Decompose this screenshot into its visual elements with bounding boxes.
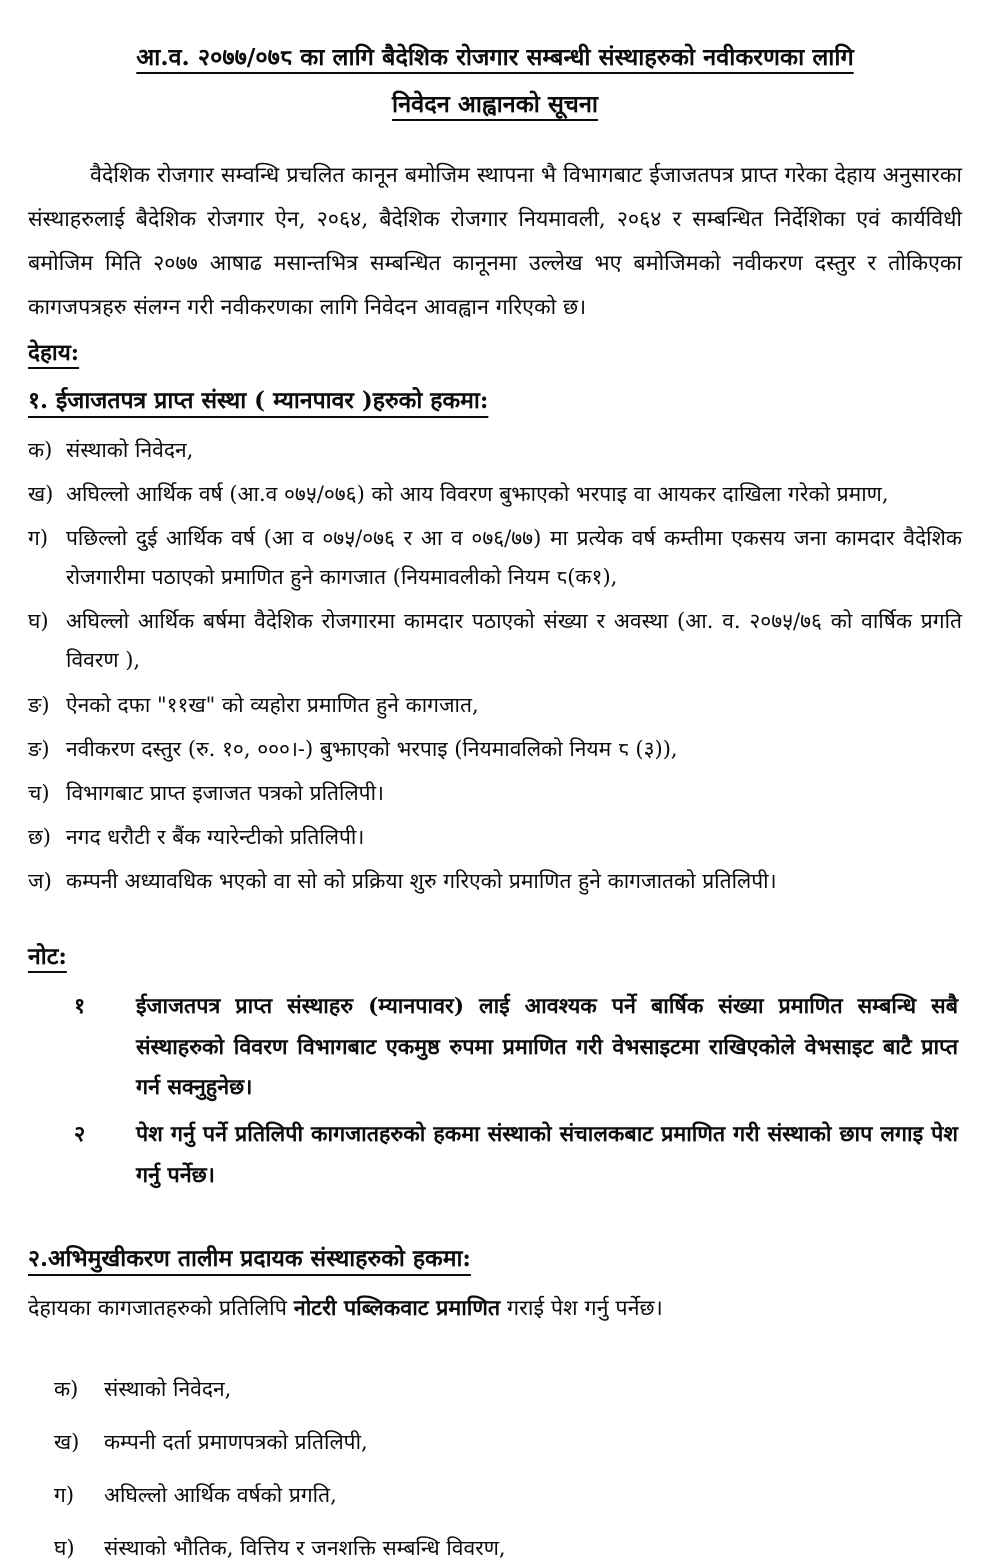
intro-paragraph: वैदेशिक रोजगार सम्वन्धि प्रचलित कानून बमोजिम स्थापना भै विभागबाट ईजाजतपत्र प्राप्त गरेका देहाय अनुसारका संस्थाहरुलाई बैदेशिक रोजगार ऐन, २०६४, बैदेशिक रोजगार नियमावली, २०६४ र सम्बन्धित निर्देशिका एवं कार्यविधी बमोजिम मिति २०७७ आषाढ मसान्तभित्र सम्बन्धित कानूनमा उल्लेख भए बमोजिमको नवीकरण दस्तुर र तोकिएका कागजपत्रहरु संलग्न गरी नवीकरणका लागि निवेदन आवह्वान गरिएको छ।: [28, 163, 962, 321]
list-item-text: कम्पनी दर्ता प्रमाणपत्रको प्रतिलिपी,: [104, 1429, 368, 1454]
list-item-text: नगद धरौटी र बैंक ग्यारेन्टीको प्रतिलिपी।: [66, 824, 365, 849]
section1-heading-row: [28, 383, 962, 415]
list-item-marker: ख): [54, 1429, 80, 1454]
note-section: [28, 939, 962, 1197]
list-item-text: पछिल्लो दुई आर्थिक वर्ष (आ व ०७५/०७६ र आ व ०७६/७७) मा प्रत्येक वर्ष कम्तीमा एकसय जना कामदार वैदेशिक रोजगारीमा पठाएको प्रमाणित हुने कागजात (नियमावलीको नियम ८(क१),: [66, 526, 962, 590]
list-item-marker: घ): [54, 1535, 75, 1560]
section2-intro: [28, 1289, 962, 1330]
list-item-marker: च): [28, 780, 50, 805]
section2-heading: २.अभिमुखीकरण तालीम प्रदायक संस्थाहरुको हकमा:: [28, 1244, 471, 1272]
section2-intro-prefix: देहायका कागजातहरुको प्रतिलिपि: [28, 1295, 294, 1321]
section1-heading: १. ईजाजतपत्र प्राप्त संस्था ( म्यानपावर )हरुको हकमा:: [28, 387, 489, 415]
list-item-marker: घ): [28, 609, 49, 634]
list-item-text: कम्पनी अध्यावधिक भएको वा सो को प्रक्रिया शुरु गरिएको प्रमाणित हुने कागजातको प्रतिलिपी।: [66, 868, 777, 893]
section2-heading-row: [28, 1241, 962, 1273]
section2: [28, 1241, 962, 1568]
list-item-text: संस्थाको भौतिक, वित्तिय र जनशक्ति सम्बन्धि विवरण,: [104, 1535, 506, 1560]
list-item: [28, 774, 962, 813]
list-item-marker: क): [54, 1376, 79, 1401]
list-item: [28, 1529, 962, 1568]
list-item-marker: ङ): [28, 692, 50, 717]
list-item: [28, 730, 962, 769]
note-item: [28, 987, 962, 1110]
note-item: [28, 1115, 962, 1197]
list-item: [28, 818, 962, 857]
list-item-text: संस्थाको निवेदन,: [66, 438, 194, 463]
dehaya-label-row: [28, 336, 962, 381]
list-item: [28, 686, 962, 725]
note-item-number: २: [74, 1122, 86, 1148]
dehaya-label: देहाय:: [28, 340, 80, 367]
list-item-text: अघिल्लो आर्थिक वर्षको प्रगति,: [104, 1482, 337, 1507]
section1-list: [28, 431, 962, 901]
note-heading: नोट:: [28, 942, 67, 970]
section2-intro-bold: नोटरी पब्लिकवाट प्रमाणित: [293, 1295, 501, 1321]
section2-list: [28, 1370, 962, 1568]
list-item-marker: ङ): [28, 736, 50, 761]
list-item-text: अघिल्लो आर्थिक बर्षमा वैदेशिक रोजगारमा कामदार पठाएको संख्या र अवस्था (आ. व. २०७५/७६ को वार्षिक प्रगति विवरण ),: [66, 609, 962, 673]
list-item: [28, 431, 962, 470]
list-item-marker: ग): [54, 1482, 75, 1507]
list-item-marker: छ): [28, 824, 51, 849]
list-item-text: अघिल्लो आर्थिक वर्ष (आ.व ०७५/०७६) को आय विवरण बुझाएको भरपाइ वा आयकर दाखिला गरेको प्रमाण,: [66, 482, 889, 507]
list-item-marker: क): [28, 438, 53, 463]
document-title: [28, 34, 962, 128]
list-item-marker: ख): [28, 482, 54, 507]
list-item: [28, 862, 962, 901]
section2-intro-suffix: गराई पेश गर्नु पर्नेछ।: [500, 1295, 663, 1321]
list-item: [28, 1423, 962, 1462]
note-item-number: १: [74, 993, 86, 1019]
note-item-text: ईजाजतपत्र प्राप्त संस्थाहरु (म्यानपावर) लाई आवश्यक पर्ने बार्षिक संख्या प्रमाणित सम्बन्धि सबै संस्थाहरुको विवरण विभागबाट एकमुष्ठ रुपमा प्रमाणित गरी वेभसाइटमा राखिएकोले वेभसाइट बाटै प्राप्त गर्न सक्नुहुनेछ।: [136, 993, 958, 1101]
list-item: [28, 1370, 962, 1409]
list-item-text: विभागबाट प्राप्त इजाजत पत्रको प्रतिलिपी।: [66, 780, 385, 805]
list-item-marker: ग): [28, 526, 49, 551]
list-item-text: ऐनको दफा "११ख" को व्यहोरा प्रमाणित हुने कागजात,: [66, 692, 479, 717]
list-item: [28, 1476, 962, 1515]
list-item-text: नवीकरण दस्तुर (रु. १०, ०००।-) बुझाएको भरपाइ (नियमावलिको नियम ८ (३)),: [66, 736, 678, 761]
note-item-text: पेश गर्नु पर्ने प्रतिलिपी कागजातहरुको हकमा संस्थाको संचालकबाट प्रमाणित गरी संस्थाको छाप लगाइ पेश गर्नु पर्नेछ।: [136, 1122, 958, 1189]
list-item: [28, 475, 962, 514]
list-item-text: संस्थाको निवेदन,: [104, 1376, 232, 1401]
title-line-1: आ.व. २०७७/०७८ का लागि बैदेशिक रोजगार सम्बन्धी संस्थाहरुको नवीकरणका लागि: [136, 43, 854, 71]
title-line-2: निवेदन आह्वानको सूचना: [392, 90, 598, 118]
list-item: [28, 602, 962, 680]
list-item: [28, 519, 962, 597]
list-item-marker: ज): [28, 868, 52, 893]
